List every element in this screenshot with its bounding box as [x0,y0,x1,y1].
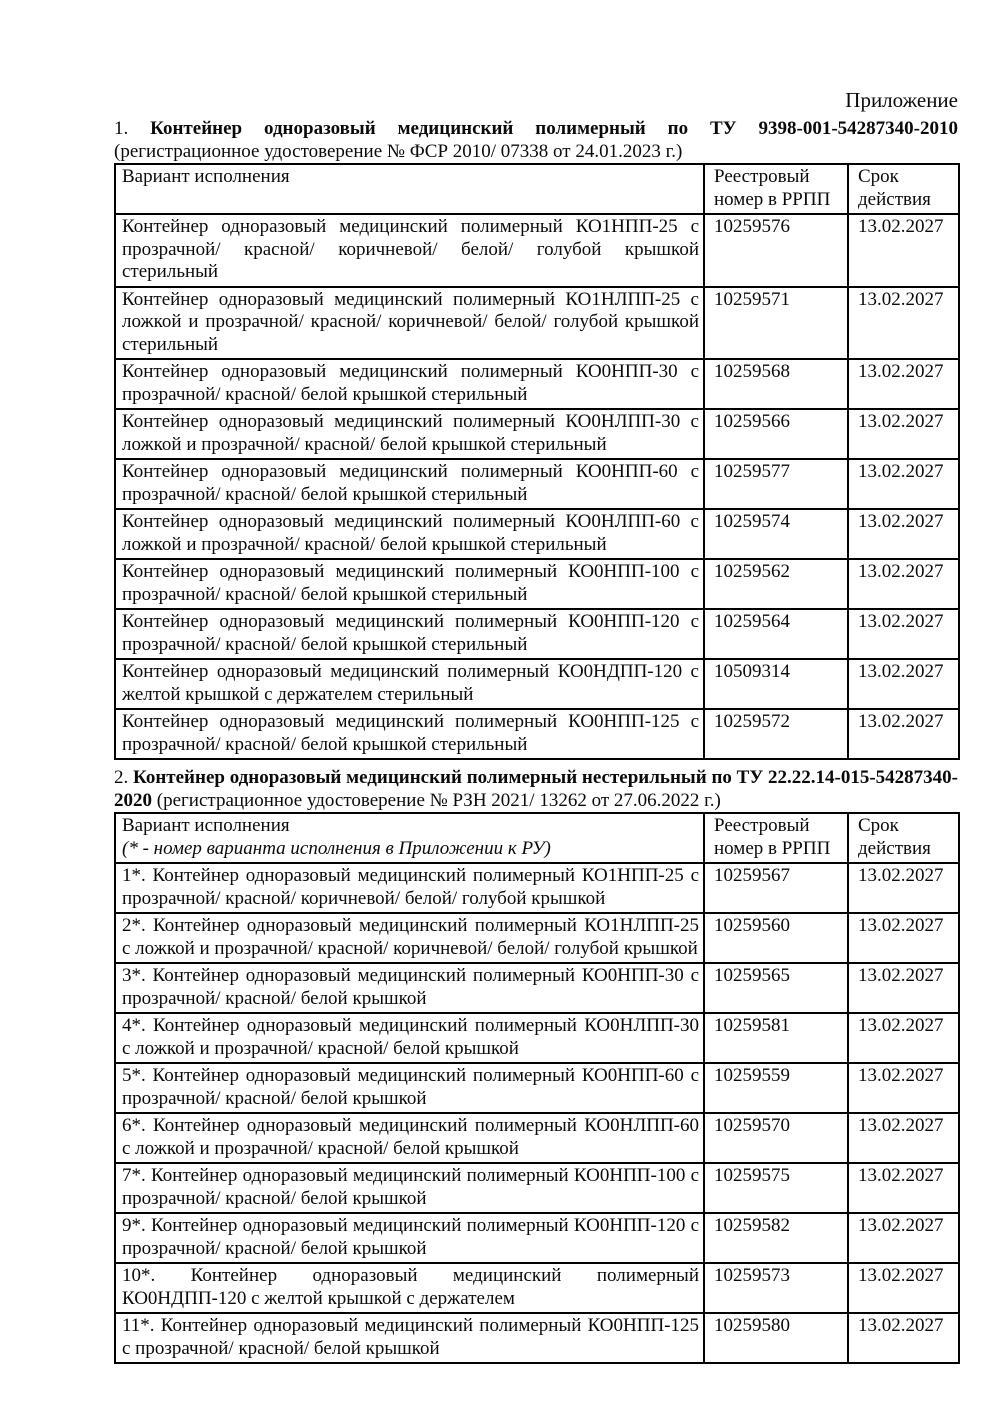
cell-validity: 13.02.2027 [848,1013,959,1063]
cell-validity: 13.02.2027 [848,1163,959,1213]
col-header-variant-note: (* - номер варианта исполнения в Приложении к РУ) [122,837,551,859]
col-header-variant-label: Вариант исполнения [122,166,290,187]
table-row [115,1013,959,1063]
col-header-number: Реестровый номер в РРПП [704,813,848,863]
table-row [115,509,959,559]
table-row [115,1213,959,1263]
col-header-number: Реестровый номер в РРПП [704,164,848,214]
cell-validity: 13.02.2027 [848,709,959,759]
cell-registry-number: 10259568 [704,359,848,409]
cell-validity: 13.02.2027 [848,963,959,1013]
col-header-variant-label: Вариант исполнения [122,815,290,836]
cell-validity: 13.02.2027 [848,659,959,709]
section-1-heading [114,118,958,163]
section-title: Контейнер одноразовый медицинский полимерный по ТУ 9398-001-54287340-2010 [150,118,958,139]
section-2-heading [114,767,958,812]
cell-registry-number: 10259575 [704,1163,848,1213]
cell-variant: Контейнер одноразовый медицинский полимерный КО1НПП-25 с прозрачной/ красной/ коричневой/ белой/ голубой крышкой стерильный [115,214,704,287]
cell-registry-number: 10259581 [704,1013,848,1063]
cell-variant: Контейнер одноразовый медицинский полимерный КО0НПП-125 с прозрачной/ красной/ белой крышкой стерильный [115,709,704,759]
table-row [115,214,959,287]
table-row [115,1263,959,1313]
cell-validity: 13.02.2027 [848,1263,959,1313]
cell-validity: 13.02.2027 [848,609,959,659]
cell-registry-number: 10259559 [704,1063,848,1113]
cell-registry-number: 10259571 [704,287,848,360]
section-title: Контейнер одноразовый медицинский полимерный нестерильный по ТУ 22.22.14-015-54287340-2020 [114,767,958,811]
table-row [115,963,959,1013]
table-row [115,863,959,913]
cell-registry-number: 10259560 [704,913,848,963]
table-row [115,659,959,709]
cell-registry-number: 10259577 [704,459,848,509]
cell-variant: Контейнер одноразовый медицинский полимерный КО0НПП-30 с прозрачной/ красной/ белой крышкой стерильный [115,359,704,409]
table-row [115,709,959,759]
cell-validity: 13.02.2027 [848,214,959,287]
col-header-validity: Срок действия [848,164,959,214]
cell-registry-number: 10259572 [704,709,848,759]
col-header-variant [115,813,704,863]
cell-variant: 4*. Контейнер одноразовый медицинский полимерный КО0НЛПП-30 с ложкой и прозрачной/ красной/ белой крышкой [115,1013,704,1063]
table-row [115,409,959,459]
col-header-validity: Срок действия [848,813,959,863]
cell-variant: 2*. Контейнер одноразовый медицинский полимерный КО1НЛПП-25 с ложкой и прозрачной/ красной/ коричневой/ белой/ голубой крышкой [115,913,704,963]
cell-registry-number: 10259576 [704,214,848,287]
cell-validity: 13.02.2027 [848,1063,959,1113]
cell-registry-number: 10259564 [704,609,848,659]
cell-variant: Контейнер одноразовый медицинский полимерный КО0НДПП-120 с желтой крышкой с держателем стерильный [115,659,704,709]
table-row [115,359,959,409]
table-row [115,1113,959,1163]
cell-variant: 11*. Контейнер одноразовый медицинский полимерный КО0НПП-125 с прозрачной/ красной/ белой крышкой [115,1313,704,1363]
variants-table-1 [114,163,960,760]
table-header-row [115,164,959,214]
cell-validity: 13.02.2027 [848,359,959,409]
cell-variant: 6*. Контейнер одноразовый медицинский полимерный КО0НЛПП-60 с ложкой и прозрачной/ красной/ белой крышкой [115,1113,704,1163]
cell-validity: 13.02.2027 [848,409,959,459]
cell-registry-number: 10259570 [704,1113,848,1163]
cell-variant: 5*. Контейнер одноразовый медицинский полимерный КО0НПП-60 с прозрачной/ красной/ белой крышкой [115,1063,704,1113]
cell-registry-number: 10259582 [704,1213,848,1263]
cell-registry-number: 10259562 [704,559,848,609]
cell-variant: 1*. Контейнер одноразовый медицинский полимерный КО1НПП-25 с прозрачной/ красной/ коричневой/ белой/ голубой крышкой [115,863,704,913]
section-1 [114,118,958,760]
table-row [115,913,959,963]
cell-registry-number: 10259574 [704,509,848,559]
table-body [115,214,959,759]
table-row [115,287,959,360]
section-subtitle: (регистрационное удостоверение № ФСР 2010/ 07338 от 24.01.2023 г.) [114,140,683,162]
col-header-variant [115,164,704,214]
cell-validity: 13.02.2027 [848,913,959,963]
cell-validity: 13.02.2027 [848,559,959,609]
cell-variant: Контейнер одноразовый медицинский полимерный КО0НПП-60 с прозрачной/ красной/ белой крышкой стерильный [115,459,704,509]
table-row [115,459,959,509]
cell-variant: Контейнер одноразовый медицинский полимерный КО0НЛПП-60 с ложкой и прозрачной/ красной/ белой крышкой стерильный [115,509,704,559]
table-row [115,1163,959,1213]
cell-validity: 13.02.2027 [848,1313,959,1363]
cell-registry-number: 10259567 [704,863,848,913]
cell-variant: Контейнер одноразовый медицинский полимерный КО0НПП-120 с прозрачной/ красной/ белой крышкой стерильный [115,609,704,659]
cell-registry-number: 10509314 [704,659,848,709]
cell-variant: 9*. Контейнер одноразовый медицинский полимерный КО0НПП-120 с прозрачной/ красной/ белой крышкой [115,1213,704,1263]
section-number: 1. [114,118,129,139]
cell-registry-number: 10259580 [704,1313,848,1363]
section-number: 2. [114,767,129,788]
table-row [115,609,959,659]
cell-variant: Контейнер одноразовый медицинский полимерный КО1НЛПП-25 с ложкой и прозрачной/ красной/ коричневой/ белой/ голубой крышкой стерильный [115,287,704,360]
section-subtitle: (регистрационное удостоверение № РЗН 2021/ 13262 от 27.06.2022 г.) [156,789,721,811]
section-2 [114,767,958,1364]
cell-variant: Контейнер одноразовый медицинский полимерный КО0НЛПП-30 с ложкой и прозрачной/ красной/ белой крышкой стерильный [115,409,704,459]
table-row [115,559,959,609]
cell-validity: 13.02.2027 [848,1213,959,1263]
cell-registry-number: 10259565 [704,963,848,1013]
cell-variant: 10*. Контейнер одноразовый медицинский полимерный КО0НДПП-120 с желтой крышкой с держателем [115,1263,704,1313]
table-header-row [115,813,959,863]
table-row [115,1313,959,1363]
cell-variant: 3*. Контейнер одноразовый медицинский полимерный КО0НПП-30 с прозрачной/ красной/ белой крышкой [115,963,704,1013]
cell-validity: 13.02.2027 [848,509,959,559]
cell-validity: 13.02.2027 [848,863,959,913]
cell-variant: 7*. Контейнер одноразовый медицинский полимерный КО0НПП-100 с прозрачной/ красной/ белой крышкой [115,1163,704,1213]
annex-title: Приложение [845,88,958,112]
cell-registry-number: 10259566 [704,409,848,459]
table-body [115,863,959,1363]
cell-variant: Контейнер одноразовый медицинский полимерный КО0НПП-100 с прозрачной/ красной/ белой крышкой стерильный [115,559,704,609]
cell-validity: 13.02.2027 [848,1113,959,1163]
cell-validity: 13.02.2027 [848,459,959,509]
variants-table-2 [114,812,960,1364]
cell-registry-number: 10259573 [704,1263,848,1313]
table-row [115,1063,959,1113]
cell-validity: 13.02.2027 [848,287,959,360]
